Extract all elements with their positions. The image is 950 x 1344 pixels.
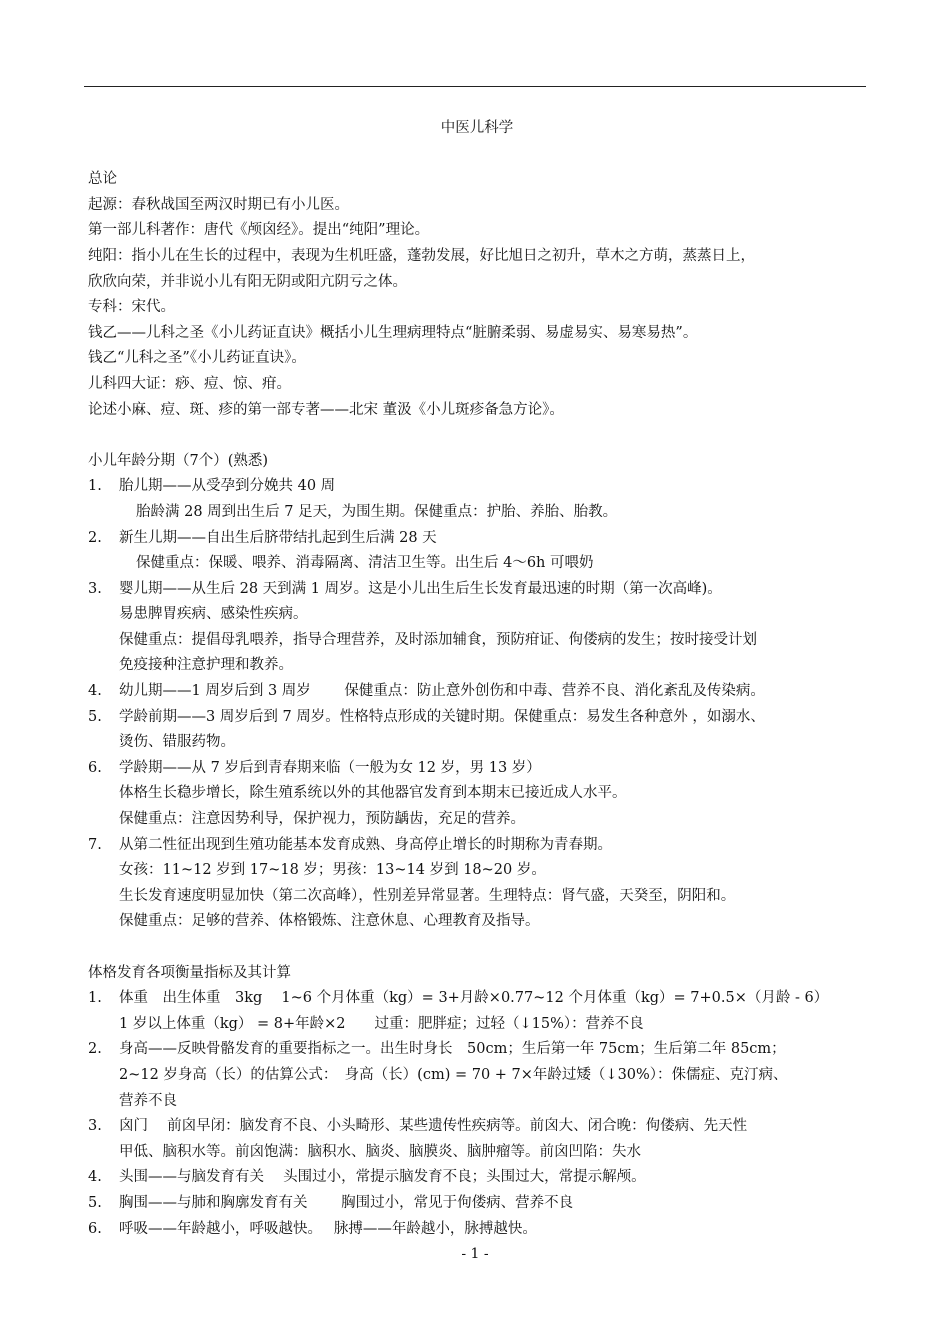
list-line: 幼儿期——1 周岁后到 3 周岁 保健重点：防止意外创伤和中毒、营养不良、消化紊乱及传染病。 [119,683,765,700]
list-item [88,679,866,705]
list-text [119,679,866,705]
list-text [119,577,866,679]
list-number: 3. [88,580,102,597]
list-line: 新生儿期——自出生后脐带结扎起到生后满 28 天 [119,529,437,546]
list-number: 3. [88,1118,102,1135]
section-growth-indicators [88,961,866,1243]
growth-indicator-list [88,986,866,1242]
list-text [119,1165,866,1191]
list-line: 营养不良 [119,1092,177,1109]
list-number: 2. [88,529,102,546]
paragraph-line: 儿科四大证：痧、痘、惊、疳。 [88,375,291,392]
list-number: 5. [88,708,102,725]
header-rule [84,86,866,87]
paragraph-line: 论述小麻、痘、斑、疹的第一部专著——北宋 董汲《小儿斑疹备急方论》。 [88,401,564,418]
list-item [88,1165,866,1191]
list-line: 女孩：11~12 岁到 17~18 岁；男孩：13~14 岁到 18~20 岁。 [119,862,546,879]
age-stage-list [88,474,866,935]
list-number: 1. [88,478,102,495]
list-number: 6. [88,1220,102,1237]
paragraph-line: 第一部儿科著作：唐代《颅囟经》。提出“纯阳”理论。 [88,222,430,239]
list-number: 7. [88,836,102,853]
list-item [88,705,866,756]
list-line: 免疫接种注意护理和教养。 [119,657,293,674]
list-line: 学龄前期——3 周岁后到 7 周岁。性格特点形成的关键时期。保健重点：易发生各种意外 ，如溺水、 [119,708,765,725]
list-line: 保健重点：足够的营养、体格锻炼、注意休息、心理教育及指导。 [119,913,540,930]
page-number: - 1 - [461,1246,489,1262]
section-heading-intro: 总论 [88,171,117,188]
list-line: 2~12 岁身高（长）的估算公式： 身高（长）(cm) = 70 + 7×年龄过矮（↓30%）：侏儒症、克汀病、 [119,1066,788,1083]
list-number: 1. [88,990,102,1007]
list-line: 烫伤、错服药物。 [119,734,235,751]
list-note: 胎龄满 28 周到出生后 7 足天，为围生期。保健重点：护胎、养胎、胎教。 [136,503,618,520]
blank-line [88,423,866,449]
list-item [88,986,866,1037]
list-line: 身高——反映骨骼发育的重要指标之一。出生时身长 50cm；生后第一年 75cm；生后第二年 85cm； [119,1041,786,1058]
paragraph-line: 起源：春秋战国至两汉时期已有小儿医。 [88,196,349,213]
list-item [88,1037,866,1114]
list-number: 4. [88,683,102,700]
list-item [88,577,866,679]
list-line: 甲低、脑积水等。前囟饱满：脑积水、脑炎、脑膜炎、脑肿瘤等。前囟凹陷：失水 [119,1143,641,1160]
list-item [88,526,866,552]
list-line: 保健重点：提倡母乳喂养，指导合理营养，及时添加辅食，预防疳证、佝偻病的发生；按时接受计划 [119,631,757,648]
section-heading-age: 小儿年龄分期（7个）(熟悉) [88,452,269,469]
list-text [119,756,866,833]
paragraph-line: 钱乙——儿科之圣《小儿药证直诀》概括小儿生理病理特点“脏腑柔弱、易虚易实、易寒易热”。 [88,324,698,341]
list-text [119,833,866,935]
list-text [119,526,866,552]
list-item [88,833,866,935]
paragraph-line: 专科：宋代。 [88,299,175,316]
list-line: 呼吸——年龄越小，呼吸越快。 脉搏——年龄越小，脉搏越快。 [119,1220,537,1237]
list-text [119,474,866,500]
list-line: 囟门 前囟早闭：脑发育不良、小头畸形、某些遗传性疾病等。前囟大、闭合晚：佝偻病、先天性 [119,1118,748,1135]
list-line: 生长发育速度明显加快（第二次高峰），性别差异常显著。生理特点：肾气盛，天癸至，阴阳和。 [119,887,736,904]
list-item [88,1191,866,1217]
list-text [119,1037,866,1114]
list-number: 4. [88,1169,102,1186]
intro-lines [88,193,866,423]
list-text [119,986,866,1037]
list-number: 5. [88,1194,102,1211]
paragraph-line: 钱乙“儿科之圣”《小儿药证直诀》。 [88,350,306,367]
list-item [88,1217,866,1243]
list-text [119,705,866,756]
list-item [88,474,866,500]
paragraph-line: 欣欣向荣，并非说小儿有阳无阴或阳亢阴亏之体。 [88,273,407,290]
list-line: 从第二性征出现到生殖功能基本发育成熟、身高停止增长的时期称为青春期。 [119,836,612,853]
list-line: 保健重点：注意因势利导，保护视力，预防龋齿，充足的营养。 [119,811,525,828]
list-line: 1 岁以上体重（kg） = 8+年龄×2 过重：肥胖症；过轻（↓15%）：营养不良 [119,1015,644,1032]
list-number: 6. [88,759,102,776]
list-note: 保健重点：保暖、喂养、消毒隔离、清洁卫生等。出生后 4～6h 可喂奶 [136,555,594,572]
list-item [88,1114,866,1165]
list-text [119,1191,866,1217]
list-line: 体格生长稳步增长，除生殖系统以外的其他器官发育到本期末已接近成人水平。 [119,785,627,802]
section-age-stages [88,449,866,935]
list-number: 2. [88,1041,102,1058]
document-title: 中医儿科学 [440,120,514,136]
list-line: 胸围——与肺和胸廓发育有关 胸围过小，常见于佝偻病、营养不良 [119,1194,574,1211]
list-item [88,756,866,833]
section-heading-growth: 体格发育各项衡量指标及其计算 [88,964,291,981]
list-line: 胎儿期——从受孕到分娩共 40 周 [119,478,336,495]
section-intro [88,167,866,423]
list-line: 婴儿期——从生后 28 天到满 1 周岁。这是小儿出生后生长发育最迅速的时期（第一次高峰)。 [119,580,722,597]
list-text [119,1217,866,1243]
list-line: 易患脾胃疾病、感染性疾病。 [119,606,308,623]
list-line: 体重 出生体重 3kg 1~6 个月体重（kg）= 3+月龄×0.77~12 个月体重（kg）= 7+0.5×（月龄 - 6） [119,990,829,1007]
paragraph-line: 纯阳：指小儿在生长的过程中，表现为生机旺盛，蓬勃发展，好比旭日之初升，草木之方萌，蒸蒸日上， [88,247,755,264]
document-page [88,116,866,1242]
list-line: 头围——与脑发育有关 头围过小，常提示脑发育不良；头围过大，常提示解颅。 [119,1169,646,1186]
list-text [119,1114,866,1165]
list-line: 学龄期——从 7 岁后到青春期来临（一般为女 12 岁，男 13 岁） [119,759,541,776]
blank-line [88,935,866,961]
